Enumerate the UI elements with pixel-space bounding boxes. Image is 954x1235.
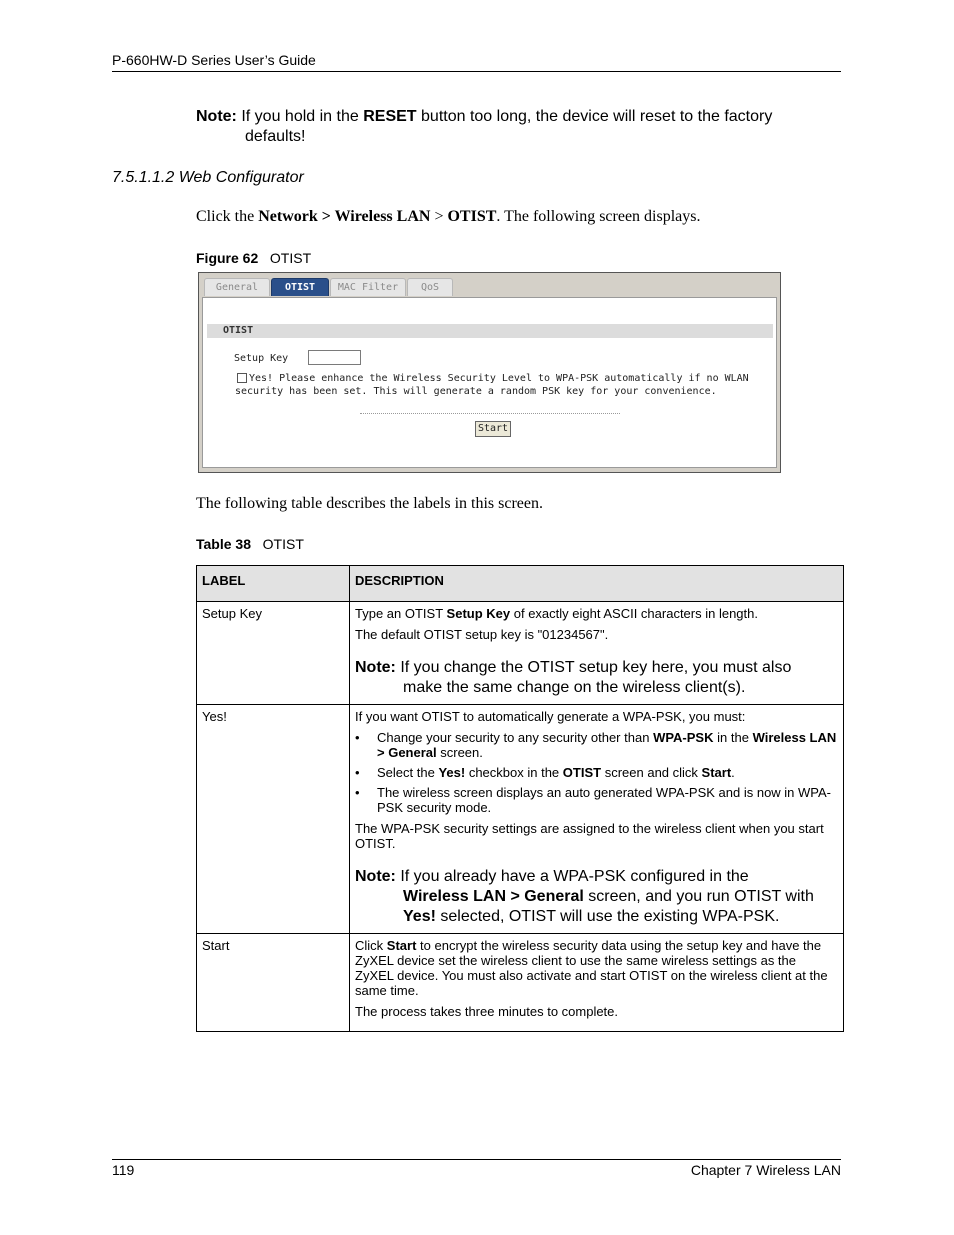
list-item: • Change your security to any security other than WPA-PSK in the Wireless LAN > General screen. xyxy=(355,730,837,760)
table-caption: Table 38 OTIST xyxy=(196,536,304,552)
table-row-start xyxy=(197,934,844,1032)
figure-caption: Figure 62 OTIST xyxy=(196,250,312,266)
table-row-setup-key xyxy=(197,602,844,705)
row-description: Type an OTIST Setup Key of exactly eight ASCII characters in length. The default OTIST setup key is "01234567". Note: If you change the OTIST setup key here, you must also make the same change on the wireless client(s). xyxy=(350,602,844,705)
otist-panel xyxy=(202,297,777,468)
dotted-divider xyxy=(360,413,620,414)
row-label: Yes! xyxy=(197,705,350,934)
row-label: Start xyxy=(197,934,350,1032)
tab-mac-filter[interactable]: MAC Filter xyxy=(330,278,406,296)
header-description: DESCRIPTION xyxy=(350,566,844,602)
tab-otist[interactable]: OTIST xyxy=(271,278,329,296)
row-label: Setup Key xyxy=(197,602,350,705)
panel-section-title: OTIST xyxy=(223,325,254,336)
row-description: Click Start to encrypt the wireless security data using the setup key and have the ZyXEL device set the wireless client to use the same wireless settings as the ZyXEL device. You must also activate and start OTIST on the wireless client at the same time. The process takes three minutes to complete. xyxy=(350,934,844,1032)
label-description-table xyxy=(196,565,844,1032)
table-intro: The following table describes the labels in this screen. xyxy=(196,495,544,512)
running-header: P-660HW-D Series User’s Guide xyxy=(112,52,316,68)
otist-screenshot xyxy=(198,272,781,473)
header-rule xyxy=(112,71,841,72)
setup-key-label: Setup Key xyxy=(234,353,289,364)
start-button[interactable]: Start xyxy=(475,421,511,437)
intro-paragraph: Click the Network > Wireless LAN > OTIST. The following screen displays. xyxy=(196,208,701,225)
setup-key-input[interactable] xyxy=(308,350,361,365)
table-note: Note: If you change the OTIST setup key here, you must also make the same change on the wireless client(s). xyxy=(355,659,792,696)
row-description: If you want OTIST to automatically generate a WPA-PSK, you must: • Change your security to any security other than WPA-PSK in the Wireless LAN > General screen. • Select the Yes! checkbox in the OTIST screen and click Start. • The wireless screen displays an auto generated WPA-PSK and is now in WPA-PSK security mode. The WPA-PSK security settings are assigned to the wireless client when you start OTIST. Note: If you already have a WPA-PSK configured in the Wireless LAN > General screen, and you run OTIST with Yes! selected, OTIST will use the existing WPA-PSK. xyxy=(350,705,844,934)
list-item: • The wireless screen displays an auto generated WPA-PSK and is now in WPA-PSK security mode. xyxy=(355,785,832,815)
header-label: LABEL xyxy=(197,566,350,602)
reset-note: Note: If you hold in the RESET button too long, the device will reset to the factory defaults! xyxy=(196,108,773,145)
subsection-heading: 7.5.1.1.2 Web Configurator xyxy=(112,169,304,186)
note-prefix: Note: xyxy=(196,108,237,125)
table-header-row xyxy=(197,566,844,602)
tab-general[interactable]: General xyxy=(204,278,270,296)
table-note: Note: If you already have a WPA-PSK configured in the Wireless LAN > General screen, and you run OTIST with Yes! selected, OTIST will use the existing WPA-PSK. xyxy=(355,868,814,925)
footer-rule xyxy=(112,1159,841,1160)
tab-qos[interactable]: QoS xyxy=(407,278,453,296)
table-row-yes xyxy=(197,705,844,934)
chapter-title: Chapter 7 Wireless LAN xyxy=(690,1162,841,1178)
list-item: • Select the Yes! checkbox in the OTIST screen and click Start. xyxy=(355,765,735,780)
page-number: 119 xyxy=(112,1162,135,1178)
bullet-list xyxy=(355,730,838,815)
yes-checkbox-label: Yes! Please enhance the Wireless Security Level to WPA-PSK automatically if no WLAN security has been set. This will generate a random PSK key for your convenience. xyxy=(235,373,749,397)
section-band xyxy=(207,324,773,338)
yes-checkbox[interactable] xyxy=(237,373,247,383)
